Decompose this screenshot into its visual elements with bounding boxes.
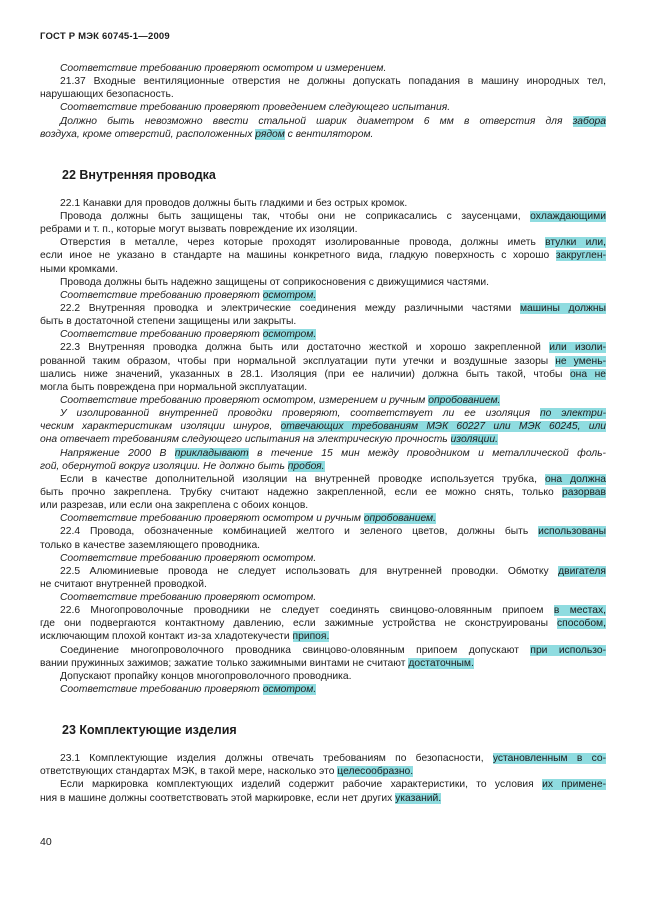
- paragraph-line: [40, 565, 606, 578]
- highlighted-text: опробованием.: [428, 394, 501, 406]
- paragraph-line: [40, 630, 606, 643]
- text-segment: Если маркировка комплектующих изделий содержит рабочие характеристики, то условия: [60, 779, 543, 791]
- highlighted-text: она должна: [544, 473, 606, 485]
- highlighted-text: их примене-: [542, 779, 606, 791]
- paragraph-line: [40, 617, 606, 630]
- paragraph-line: [40, 381, 606, 394]
- paragraph-line: [40, 670, 606, 683]
- paragraph-line: [40, 368, 606, 381]
- highlighted-text: охлаждающими: [530, 210, 606, 222]
- text-segment: рованной таким образом, чтобы при нормальной эксплуатации пути утечки и воздушные зазоры: [40, 355, 556, 367]
- text-segment: где они подвергаются контактному давлению, если зажимные устройства не сконструированы: [40, 618, 557, 630]
- text-segment: быть прочно закреплена. Трубку считают надежно закрепленной, если ее можно снять, только: [40, 486, 563, 498]
- paragraph-line: [40, 236, 606, 249]
- paragraph-line: [40, 683, 606, 696]
- highlighted-text: рядом: [255, 128, 285, 140]
- highlighted-text: достаточным.: [408, 657, 474, 669]
- paragraph-line: [40, 249, 606, 262]
- text-segment: 22.5 Алюминиевые провода не следует использовать для внутренней проводки. Обмотку: [60, 565, 559, 577]
- paragraph: [40, 75, 606, 101]
- text-segment: У изолированной внутренней проводки проверяют, соответствует ли ее изоляция: [60, 408, 540, 420]
- document-body: [40, 62, 606, 805]
- paragraph-line: [40, 62, 606, 75]
- paragraph-line: [40, 341, 606, 354]
- paragraph-line: [40, 657, 606, 670]
- text-segment: нарушающих безопасность.: [40, 89, 174, 101]
- highlighted-text: припоя.: [292, 631, 330, 643]
- paragraph: [40, 101, 606, 114]
- paragraph: [40, 752, 606, 778]
- paragraph-line: [40, 355, 606, 368]
- text-segment: если иное не указано в стандарте на машины конкретного вида, гладкую поверхность с хорошо: [40, 250, 556, 262]
- highlighted-text: втулки или,: [545, 237, 606, 249]
- paragraph: [40, 683, 606, 696]
- paragraph: [40, 512, 606, 525]
- text-segment: Должно быть невозможно ввести стальной шарик диаметром 6 мм в отверстия для: [60, 115, 573, 127]
- highlighted-text: способом,: [556, 618, 606, 630]
- paragraph-line: [40, 591, 606, 604]
- highlighted-text: при использо-: [530, 644, 606, 656]
- text-segment: Соответствие требованию проверяют осмотром и измерением.: [60, 63, 387, 74]
- text-segment: Соответствие требованию проверяют осмотром, измерением и ручным: [60, 394, 429, 406]
- highlighted-text: установленным в со-: [492, 753, 606, 765]
- text-segment: в течение 15 мин между проводником и металлической фоль-: [248, 447, 606, 459]
- paragraph-line: [40, 328, 606, 341]
- text-segment: Соответствие требованию проверяют: [60, 684, 263, 696]
- highlighted-text: разорвав: [562, 486, 606, 498]
- paragraph-line: [40, 765, 606, 778]
- text-segment: 21.37 Входные вентиляционные отверстия не должны допускать попадания в машину инородных тел,: [60, 76, 606, 88]
- paragraph: [40, 552, 606, 565]
- text-segment: или разрезав, или если она закреплена с обоих концов.: [40, 500, 309, 512]
- paragraph: [40, 62, 606, 75]
- text-segment: Соответствие требованию проверяют осмотром и ручным: [60, 513, 364, 525]
- text-segment: 23.1 Комплектующие изделия должны отвечать требованиям по безопасности,: [60, 753, 493, 765]
- highlighted-text: закруглен-: [555, 250, 606, 262]
- text-segment: 22.2 Внутренняя проводка и электрические соединения между различными частями: [60, 302, 520, 314]
- text-segment: воздуха, кроме отверстий, расположенных: [40, 128, 256, 140]
- text-segment: Соответствие требованию проверяют проведением следующего испытания.: [60, 102, 451, 114]
- paragraph-line: [40, 394, 606, 407]
- text-segment: Соответствие требованию проверяют: [60, 329, 263, 341]
- paragraph-line: [40, 197, 606, 210]
- paragraph: [40, 407, 606, 446]
- paragraph-line: [40, 88, 606, 101]
- paragraph-line: [40, 433, 606, 446]
- text-segment: Если в качестве дополнительной изоляции на внутренней проводке используется трубка,: [60, 473, 545, 485]
- text-segment: исключающим плохой контакт из-за хладотекучести: [40, 631, 293, 643]
- text-segment: шались ниже значений, указанных в 28.1. Изоляция (при ее наличии) должна быть такой, чтобы: [40, 368, 570, 380]
- paragraph-line: [40, 792, 606, 805]
- paragraph: [40, 565, 606, 591]
- section-heading: 22 Внутренняя проводка: [62, 167, 216, 182]
- highlighted-text: осмотром.: [262, 329, 317, 341]
- highlighted-text: указаний.: [395, 792, 442, 804]
- text-segment: ными кромками.: [40, 263, 118, 275]
- text-segment: гой, обернутой вокруг изоляции. Не должно быть: [40, 460, 288, 472]
- paragraph: [40, 236, 606, 275]
- highlighted-text: не умень-: [555, 355, 606, 367]
- paragraph: [40, 197, 606, 210]
- paragraph-line: [40, 460, 606, 473]
- paragraph-line: [40, 420, 606, 433]
- highlighted-text: по электри-: [539, 408, 606, 420]
- paragraph-line: [40, 499, 606, 512]
- text-segment: ответствующих стандартах МЭК, в такой мере, насколько это: [40, 766, 338, 778]
- text-segment: с вентилятором.: [284, 128, 374, 140]
- text-segment: не считают внутренней проводкой.: [40, 578, 207, 590]
- paragraph-line: [40, 539, 606, 552]
- paragraph-line: [40, 752, 606, 765]
- text-segment: Напряжение 2000 В: [60, 447, 175, 459]
- paragraph: [40, 670, 606, 683]
- paragraph-line: [40, 552, 606, 565]
- document-standard-header: ГОСТ Р МЭК 60745-1—2009: [40, 31, 170, 42]
- text-segment: Соответствие требованию проверяют осмотром.: [60, 592, 317, 604]
- paragraph-line: [40, 276, 606, 289]
- text-segment: Отверстия в металле, через которые проходят изолированные провода, должны иметь: [60, 237, 546, 249]
- text-segment: Провода должны быть защищены так, чтобы они не соприкасались с заусенцами,: [60, 210, 531, 222]
- highlighted-text: осмотром.: [262, 289, 317, 301]
- paragraph-line: [40, 315, 606, 328]
- paragraph-line: [40, 101, 606, 114]
- highlighted-text: осмотром.: [262, 684, 317, 696]
- highlighted-text: двигателя: [558, 565, 606, 577]
- paragraph-line: [40, 525, 606, 538]
- paragraph: [40, 289, 606, 302]
- text-segment: только в качестве заземляющего проводника.: [40, 539, 261, 551]
- highlighted-text: забора: [572, 115, 606, 127]
- text-segment: 22.6 Многопроволочные проводники не следует соединять свинцово-оловянным припоем: [60, 605, 554, 617]
- highlighted-text: изоляции.: [450, 434, 498, 446]
- paragraph: [40, 115, 606, 141]
- paragraph: [40, 341, 606, 394]
- text-segment: 22.1 Канавки для проводов должны быть гладкими и без острых кромок.: [60, 197, 408, 209]
- text-segment: ребрами и т. п., которые могут вызвать повреждение их изоляции.: [40, 224, 358, 236]
- highlighted-text: пробоя.: [287, 460, 325, 472]
- paragraph-line: [40, 486, 606, 499]
- text-segment: 22.3 Внутренняя проводка должна быть или достаточно жесткой и хорошо закрепленной: [60, 342, 550, 354]
- paragraph-line: [40, 447, 606, 460]
- paragraph-line: [40, 578, 606, 591]
- highlighted-text: целесообразно.: [337, 766, 414, 778]
- paragraph: [40, 644, 606, 670]
- paragraph-line: [40, 302, 606, 315]
- highlighted-text: или изоли-: [549, 342, 606, 354]
- paragraph-line: [40, 473, 606, 486]
- paragraph: [40, 276, 606, 289]
- paragraph-line: [40, 407, 606, 420]
- text-segment: ческим характеристикам изоляции шнуров,: [40, 421, 281, 433]
- paragraph-line: [40, 778, 606, 791]
- paragraph: [40, 525, 606, 551]
- paragraph: [40, 778, 606, 804]
- page-number: 40: [40, 836, 52, 848]
- paragraph-line: [40, 289, 606, 302]
- text-segment: могла быть повреждена при нормальной эксплуатации.: [40, 381, 308, 393]
- highlighted-text: машины должны: [519, 302, 606, 314]
- highlighted-text: она не: [569, 368, 606, 380]
- highlighted-text: опробованием.: [363, 513, 436, 525]
- highlighted-text: отвечающих требованиям МЭК 60227 или МЭК 60245, или: [280, 421, 606, 433]
- paragraph: [40, 591, 606, 604]
- paragraph: [40, 328, 606, 341]
- paragraph-line: [40, 604, 606, 617]
- text-segment: Соединение многопроволочного проводника свинцово-оловянным припоем допускают: [60, 644, 531, 656]
- highlighted-text: в местах,: [553, 605, 606, 617]
- paragraph-line: [40, 75, 606, 88]
- paragraph: [40, 302, 606, 328]
- paragraph-line: [40, 115, 606, 128]
- text-segment: Допускают пропайку концов многопроволочного проводника.: [60, 670, 352, 682]
- paragraph: [40, 447, 606, 473]
- text-segment: вании пружинных зажимов; зажатие только зажимными винтами не считают: [40, 657, 409, 669]
- paragraph: [40, 394, 606, 407]
- paragraph-line: [40, 263, 606, 276]
- paragraph: [40, 473, 606, 512]
- text-segment: Провода должны быть надежно защищены от соприкосновения с движущимися частями.: [60, 276, 490, 288]
- paragraph-line: [40, 644, 606, 657]
- text-segment: ния в машине должны соответствовать этой маркировке, если нет других: [40, 792, 396, 804]
- paragraph: [40, 210, 606, 236]
- text-segment: Соответствие требованию проверяют: [60, 289, 263, 301]
- highlighted-text: использованы: [538, 526, 606, 538]
- paragraph-line: [40, 512, 606, 525]
- highlighted-text: прикладывают: [174, 447, 249, 459]
- text-segment: быть в достаточной степени защищены или закрыты.: [40, 316, 297, 328]
- paragraph: [40, 604, 606, 643]
- paragraph-line: [40, 128, 606, 141]
- text-segment: Соответствие требованию проверяют осмотром.: [60, 552, 317, 564]
- paragraph-line: [40, 210, 606, 223]
- text-segment: 22.4 Провода, обозначенные комбинацией желтого и зеленого цветов, должны быть: [60, 526, 539, 538]
- text-segment: она отвечает требованиям следующего испытания на электрическую прочность: [40, 434, 451, 446]
- paragraph-line: [40, 223, 606, 236]
- section-heading: 23 Комплектующие изделия: [62, 723, 237, 738]
